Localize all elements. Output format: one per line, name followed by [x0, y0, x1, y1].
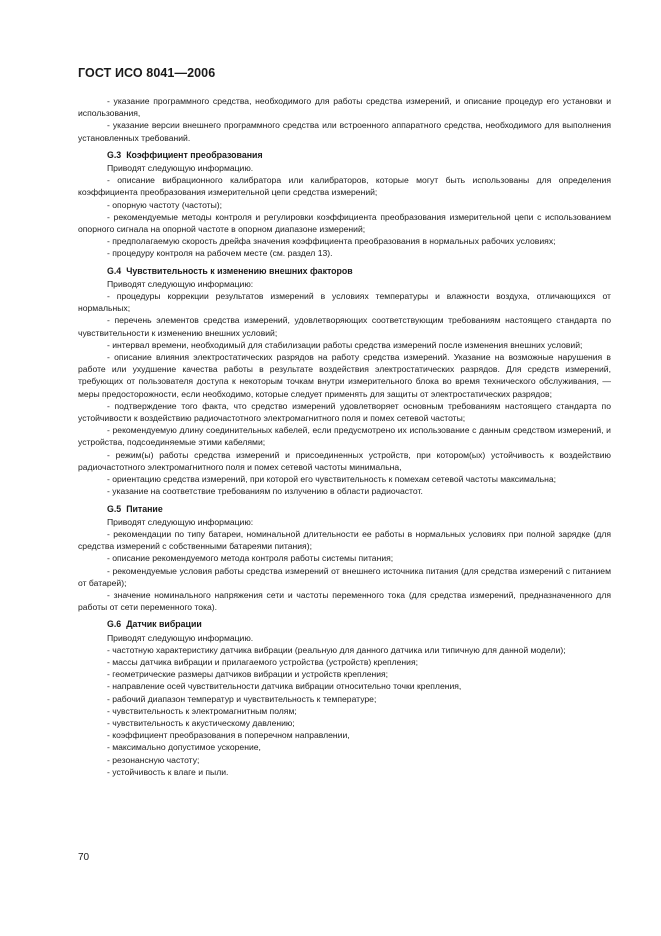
section-paragraph: - ориентацию средства измерений, при которой его чувствительность к помехам сетевой частоты максимальна;: [107, 474, 557, 485]
section-paragraph: - опорную частоту (частоты);: [107, 199, 223, 210]
section-heading-g3: [78, 149, 611, 161]
section-number: G.4: [107, 265, 122, 276]
section-paragraph: - максимально допустимое ускорение,: [107, 742, 261, 753]
section-paragraph: - устойчивость к влаге и пыли.: [107, 766, 229, 777]
section-paragraph: - интервал времени, необходимый для стабилизации работы средства измерений после изменения внешних условий;: [107, 339, 583, 350]
section-paragraph: - рекомендуемые методы контроля и регулировки коэффициента преобразования измерительной цепи с использованием опорного сигнала на опорной частоте в опорном диапазоне измерений;: [78, 211, 611, 235]
section-heading-g6: [78, 618, 611, 630]
section-paragraph: - режим(ы) работы средства измерений и присоединенных устройств, при котором(ых) устойчивость к воздействию радиочастотного электромагнитного поля и помех сетевой частоты минимальна,: [78, 449, 611, 472]
section-paragraph: - рекомендуемую длину соединительных кабелей, если предусмотрено их использование с данным средством измерений, и устройства, подсоединяемые этими кабелями;: [78, 425, 611, 448]
section-paragraph: - предполагаемую скорость дрейфа значения коэффициента преобразования в нормальных рабочих условиях;: [107, 236, 556, 247]
section-paragraph: Приводят следующую информацию.: [107, 163, 254, 174]
section-paragraph: Приводят следующую информацию:: [107, 278, 254, 289]
section-paragraph: - направление осей чувствительности датчика вибрации относительно точки крепления,: [107, 681, 462, 692]
section-title: Чувствительность к изменению внешних факторов: [126, 265, 353, 276]
section-paragraph: - перечень элементов средства измерений, удовлетворяющих соответствующим требованиям настоящего стандарта по чувствительности к изменению внешних условий;: [78, 315, 611, 338]
section-number: G.6: [107, 619, 122, 630]
document-body: [78, 95, 611, 778]
section-paragraph: - геометрические размеры датчиков вибрации и устройств крепления;: [107, 669, 389, 680]
section-number: G.5: [107, 503, 122, 514]
document-header: ГОСТ ИСО 8041—2006: [78, 66, 216, 80]
section-paragraph: - описание рекомендуемого метода контроля работы системы питания;: [107, 553, 394, 564]
section-paragraph: Приводят следующую информацию:: [107, 516, 254, 527]
section-paragraph: - процедуры коррекции результатов измерений в условиях температуры и влажности воздуха, отличающихся от нормальных;: [78, 291, 611, 314]
intro-paragraph: - указание программного средства, необходимого для работы средства измерений, и описание процедур его установки и использования,: [78, 96, 611, 119]
section-paragraph: - частотную характеристику датчика вибрации (реальную для данного датчика или типичную для данной модели);: [107, 644, 566, 655]
section-paragraph: - процедуру контроля на рабочем месте (см. раздел 13).: [107, 248, 333, 259]
section-paragraph: - рекомендации по типу батареи, номинальной длительности ее работы в нормальных условиях при полной зарядке (для средства измерений с собственными батареями питания);: [78, 528, 611, 552]
section-paragraph: - описание вибрационного калибратора или калибраторов, которые могут быть использованы для определения коэффициента преобразования измерительной цепи средства измерений;: [78, 175, 611, 198]
section-paragraph: - коэффициент преобразования в поперечном направлении,: [107, 730, 350, 741]
section-title: Питание: [126, 503, 163, 514]
section-paragraph: - резонансную частоту;: [107, 754, 200, 765]
section-paragraph: Приводят следующую информацию.: [107, 632, 254, 643]
section-heading-g4: [78, 265, 611, 277]
section-number: G.3: [107, 149, 122, 160]
section-heading-g5: [78, 503, 611, 515]
intro-paragraph: - указание версии внешнего программного средства или встроенного аппаратного средства, необходимого для выполнения установленных требований.: [78, 120, 611, 143]
section-paragraph: - чувствительность к акустическому давлению;: [107, 717, 295, 728]
section-paragraph: - подтверждение того факта, что средство измерений удовлетворяет основным требованиям настоящего стандарта по устойчивости к воздействию радиочастотного электромагнитного поля и помех сетевой частоты;: [78, 400, 611, 424]
section-paragraph: - рекомендуемые условия работы средства измерений от внешнего источника питания (для средства измерений с питанием от батарей);: [78, 565, 611, 588]
section-title: Датчик вибрации: [126, 619, 202, 630]
section-paragraph: - рабочий диапазон температур и чувствительность к температуре;: [107, 693, 377, 704]
section-paragraph: - указание на соответствие требованиям по излучению в области радиочастот.: [107, 486, 423, 497]
section-paragraph: - массы датчика вибрации и прилагаемого устройства (устройств) крепления;: [107, 656, 419, 667]
section-title: Коэффициент преобразования: [126, 149, 263, 160]
section-paragraph: - значение номинального напряжения сети и частоты переменного тока (для средства измерений, предназначенного для работы от сети переменного тока).: [78, 589, 611, 613]
section-paragraph: - описание влияния электростатических разрядов на работу средства измерений. Указание на возможные нарушения в работе или ухудшение качества работы в результате воздействия электростатических разрядов. Для средств измерений, требующих от пользователя доступа к некоторым точкам внутри измерительного блока во время технического обслуживания, — меры предосторожности, если необходимо, которые следует применять для защиты от электростатических разрядов;: [78, 352, 611, 399]
page-number: 70: [78, 852, 90, 863]
section-paragraph: - чувствительность к электромагнитным полям;: [107, 705, 297, 716]
